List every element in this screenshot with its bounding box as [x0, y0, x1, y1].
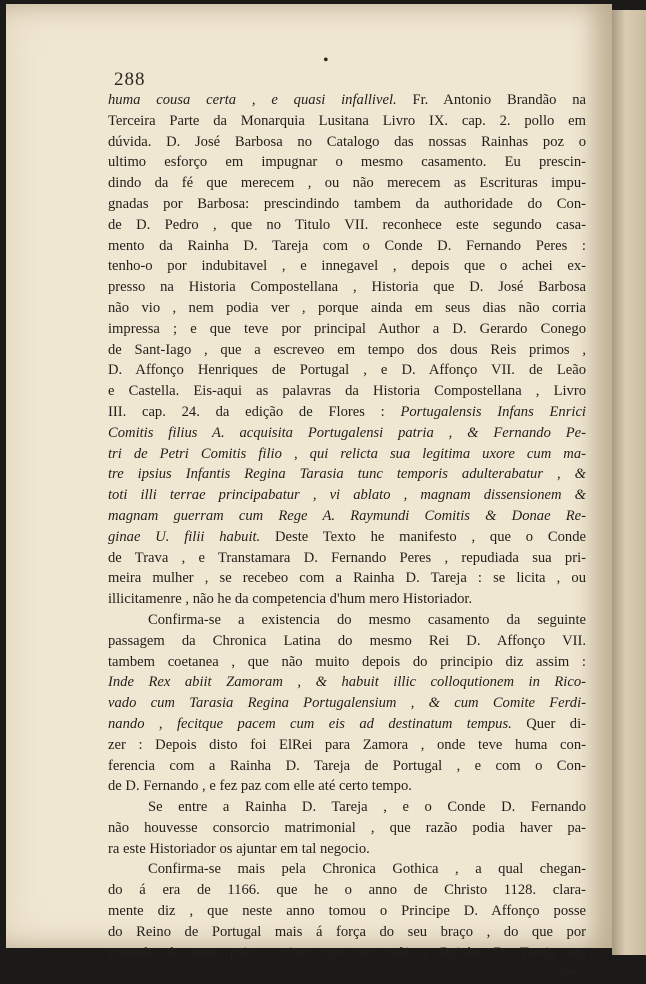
text-line — [108, 90, 586, 111]
roman-text: Fr. Antonio Brandão na — [396, 92, 586, 108]
text-line — [108, 360, 586, 381]
text-line — [108, 402, 586, 423]
roman-text: mente diz , que neste anno tomou o Principe D. Affonço posse — [108, 903, 586, 920]
text-line — [108, 922, 586, 943]
body-text — [108, 90, 586, 984]
text-line — [108, 194, 586, 215]
roman-text: III. cap. 24. da edição de Flores : — [108, 403, 401, 420]
text-line — [108, 714, 586, 735]
roman-text: illicitamenre , não he da competencia d'hum mero Historiador. — [108, 591, 473, 608]
text-line — [108, 880, 586, 901]
roman-text: não vio , nem podia ver , porque ainda em seus dias não corria — [108, 299, 586, 316]
roman-text: ferencia com a Rainha D. Tareja de Portugal , e com o Con- — [108, 757, 586, 774]
roman-text: ra este Historiador os ajuntar em tal negocio. — [108, 840, 370, 857]
text-line — [108, 901, 586, 922]
italic-text: Comitis filius A. acquisita Portugalensi patria , & Fernando Pe- — [108, 424, 586, 441]
text-line — [108, 693, 586, 714]
roman-text: ultimo esforço em impugnar o mesmo casamento. Eu prescin- — [108, 154, 586, 171]
italic-text: Portugalensis Infans Enrici — [400, 403, 586, 420]
text-line — [108, 568, 586, 589]
italic-text: huma cousa certa , e quasi infallivel. — [108, 92, 397, 108]
text-line — [108, 319, 586, 340]
roman-text: não houvesse consorcio matrimonial , que razão podia haver pa- — [108, 819, 586, 836]
text-line — [108, 756, 586, 777]
text-line — [108, 485, 586, 506]
text-line — [108, 818, 586, 839]
text-line — [108, 256, 586, 277]
text-line — [108, 277, 586, 298]
roman-text: gnadas por Barbosa: prescindindo tambem da authoridade do Con- — [108, 195, 586, 212]
italic-text: Inde Rex abiit Zamoram , & habuit illic colloqutionem in Rico- — [108, 674, 586, 691]
text-line — [108, 132, 586, 153]
text-line — [108, 797, 586, 818]
roman-text: a mes- — [545, 965, 584, 982]
text-line — [108, 610, 586, 631]
italic-text: tri de Petri Comitis filio , qui relicta sua legitima uxore cum ma- — [108, 445, 586, 462]
text-line — [108, 735, 586, 756]
italic-text: nando , fecitque pacem cum eis ad destinatum tempus. — [108, 715, 512, 732]
roman-text: mento da Rainha D. Tareja com o Conde D. Fernando Peres : — [108, 237, 586, 254]
roman-text: tambem coetanea , que não muito depois do principio diz assim : — [108, 653, 586, 670]
text-line — [108, 839, 586, 860]
text-line — [108, 527, 586, 548]
roman-text: de Trava , e Transtamara D. Fernando Peres , repudiada sua pri- — [108, 549, 586, 566]
roman-text: de D. Pedro , que no Titulo VII. reconhece este segundo casa- — [108, 216, 586, 233]
roman-text: Deste Texto he manifesto , que o Conde — [260, 528, 586, 545]
italic-text: ginae U. filii habuit. — [108, 528, 261, 545]
text-line — [108, 963, 586, 984]
roman-text: Terceira Parte da Monarquia Lusitana Livro IX. cap. 2. pollo em — [108, 112, 586, 129]
text-line — [108, 548, 586, 569]
adjacent-page-edge — [612, 10, 646, 955]
text-line — [108, 111, 586, 132]
text-line — [108, 943, 586, 964]
text-line — [108, 298, 586, 319]
text-line — [108, 236, 586, 257]
text-line — [108, 340, 586, 361]
text-line — [108, 589, 586, 610]
roman-text: tenho-o por indubitavel , e innegavel , depois que o achei ex- — [108, 258, 586, 275]
roman-text: de D. Fernando , e fez paz com elle até certo tempo. — [108, 778, 412, 795]
text-line — [108, 423, 586, 444]
roman-text: Confirma-se mais pela Chronica Gothica , a qual chegan- — [148, 861, 586, 878]
text-line — [108, 776, 586, 797]
printer-mark: • — [323, 52, 329, 69]
roman-text: de Sant-Iago , que a escreveo em tempo dos dous Reis primos , — [108, 341, 586, 358]
text-line — [108, 152, 586, 173]
italic-text: magnam guerram cum Rege A. Raymundi Comitis & Donae Re- — [108, 507, 586, 524]
roman-text: zer : Depois disto foi ElRei para Zamora , onde teve huma con- — [108, 736, 586, 753]
roman-text: Se entre a Rainha D. Tareja , e o Conde D. Fernando — [148, 799, 586, 816]
text-line — [108, 173, 586, 194]
page-number: 288 — [114, 69, 146, 90]
roman-text: vontade de seus pais : visto que sua mãi a Rainha D. Tareja era — [108, 944, 586, 961]
roman-text: e Castella. Eis-aqui as palavras da Historia Compostellana , Livro — [108, 383, 586, 400]
roman-text: D. Affonço Henriques de Portugal , e D. Affonço VII. de Leão — [108, 362, 586, 379]
roman-text: dindo da fé que merecem , ou não merecem as Escrituras impu- — [108, 175, 586, 192]
text-line — [108, 859, 586, 880]
text-line — [108, 652, 586, 673]
roman-text: do á era de 1166. que he o anno de Christo 1128. clara- — [108, 882, 586, 899]
text-line — [108, 381, 586, 402]
roman-text: meira mulher , se recebeo com a Rainha D. Tareja : se licita , ou — [108, 570, 586, 587]
text-line — [108, 464, 586, 485]
text-line — [108, 215, 586, 236]
roman-text: dúvida. D. José Barbosa no Catalogo das nossas Rainhas poz o — [108, 133, 586, 150]
roman-text: Confirma-se a existencia do mesmo casamento da seguinte — [148, 611, 586, 628]
text-line — [108, 631, 586, 652]
roman-text: passagem da Chronica Latina do mesmo Rei D. Affonço VII. — [108, 632, 586, 649]
text-line — [108, 672, 586, 693]
text-line — [108, 506, 586, 527]
roman-text: presso na Historia Compostellana , Historia que D. José Barbosa — [108, 279, 586, 296]
italic-text: vado cum Tarasia Regina Portugalensium , & cum Comite Ferdi- — [108, 695, 586, 712]
roman-text: Quer di- — [511, 715, 586, 732]
italic-text: tre ipsius Infantis Regina Tarasia tunc temporis adulterabatur , & — [108, 466, 586, 483]
text-line — [108, 444, 586, 465]
italic-text: toti illi terrae principabatur , vi ablato , magnam dissensionem & — [108, 487, 586, 504]
roman-text: impressa ; e que teve por principal Author a D. Gerardo Conego — [108, 320, 586, 337]
roman-text: do Reino de Portugal mais á força do seu braço , do que por — [108, 923, 586, 940]
